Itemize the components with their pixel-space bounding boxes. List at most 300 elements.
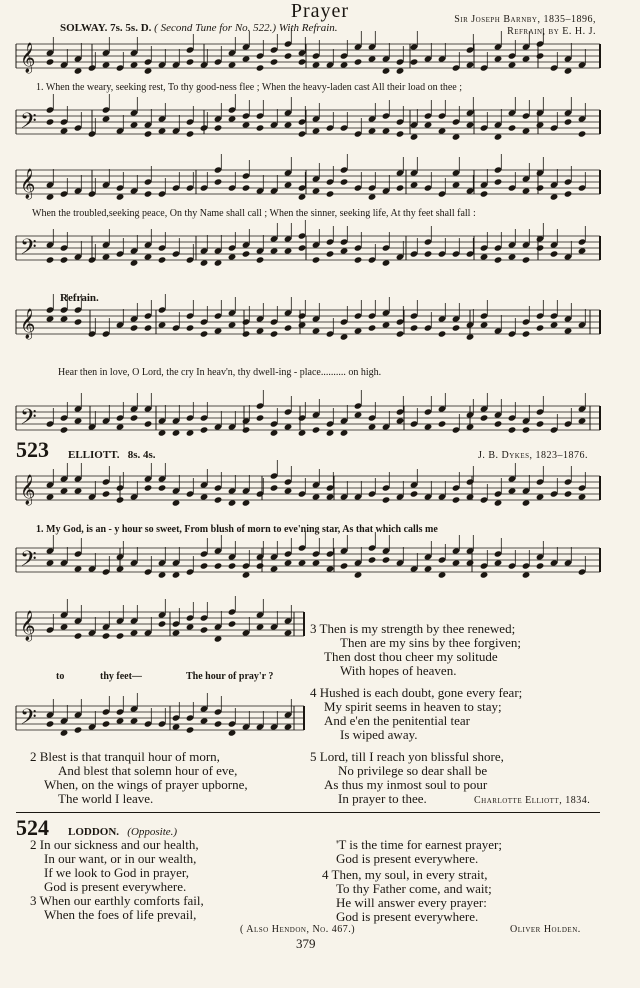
note-head bbox=[242, 330, 251, 337]
note-head bbox=[298, 321, 307, 328]
note-head bbox=[116, 193, 125, 200]
note-head bbox=[242, 184, 251, 191]
note-head bbox=[46, 559, 55, 566]
note-head bbox=[452, 133, 461, 140]
note-head bbox=[354, 411, 363, 418]
composer-credit: Oliver Holden. bbox=[510, 924, 581, 935]
note-head bbox=[60, 623, 69, 630]
note-head bbox=[326, 565, 335, 572]
divider bbox=[16, 812, 600, 813]
note-head bbox=[424, 121, 433, 128]
note-head bbox=[298, 559, 307, 566]
note-head bbox=[46, 720, 55, 727]
note-head bbox=[298, 244, 307, 251]
note-head bbox=[74, 417, 83, 424]
clef-icon: 𝄞 bbox=[20, 43, 36, 73]
refrain-label: Refrain. bbox=[60, 292, 99, 304]
note-head bbox=[382, 259, 391, 266]
note-head bbox=[550, 321, 559, 328]
verse-line: 2 In our sickness and our health, bbox=[30, 837, 199, 852]
note-head bbox=[522, 256, 531, 263]
note-head bbox=[396, 417, 405, 424]
note-head bbox=[284, 121, 293, 128]
tune-meter: 8s. 4s. bbox=[127, 449, 156, 461]
composer-credit: Sir Joseph Barnby, 1835–1896, bbox=[454, 14, 596, 25]
clef-icon: 𝄢 bbox=[20, 705, 37, 735]
also-note: ( Also Hendon, No. 467.) bbox=[240, 924, 356, 935]
note-head bbox=[410, 181, 419, 188]
note-head bbox=[382, 556, 391, 563]
note-head bbox=[144, 324, 153, 331]
verse-line: As thus my inmost soul to pour bbox=[324, 777, 488, 792]
verse-line: 4 Then, my soul, in every strait, bbox=[322, 867, 488, 882]
note-head bbox=[270, 429, 279, 436]
note-head bbox=[144, 67, 153, 74]
note-head bbox=[228, 562, 237, 569]
note-head bbox=[494, 420, 503, 427]
verse-2 bbox=[30, 750, 248, 806]
note-head bbox=[578, 130, 587, 137]
note-head bbox=[102, 115, 111, 122]
note-head bbox=[60, 426, 69, 433]
verse-line: God is present everywhere. bbox=[44, 879, 187, 894]
hymn-number-523: 523 bbox=[16, 437, 49, 462]
note-head bbox=[74, 318, 83, 325]
note-head bbox=[340, 178, 349, 185]
note-head bbox=[214, 327, 223, 334]
note-head bbox=[214, 720, 223, 727]
note-head bbox=[284, 629, 293, 636]
note-head bbox=[494, 55, 503, 62]
note-head bbox=[60, 127, 69, 134]
note-head bbox=[116, 496, 125, 503]
note-head bbox=[340, 247, 349, 254]
note-head bbox=[480, 414, 489, 421]
note-head bbox=[368, 127, 377, 134]
note-head bbox=[172, 629, 181, 636]
note-head bbox=[298, 193, 307, 200]
note-head bbox=[172, 429, 181, 436]
verse-line: In prayer to thee. bbox=[338, 791, 427, 806]
note-head bbox=[270, 247, 279, 254]
note-head bbox=[410, 324, 419, 331]
note-head bbox=[494, 559, 503, 566]
note-head bbox=[144, 484, 153, 491]
verse-line: The world I leave. bbox=[58, 791, 154, 806]
lyric-line-2: When the troubled,seeking peace, On thy Name shall call ; When the sinner, seeking life, At thy feet shall fall : bbox=[32, 208, 476, 219]
note-head bbox=[480, 253, 489, 260]
note-head bbox=[186, 623, 195, 630]
note-head bbox=[564, 118, 573, 125]
note-head bbox=[144, 420, 153, 427]
note-head bbox=[46, 58, 55, 65]
note-head bbox=[466, 121, 475, 128]
note-head bbox=[480, 321, 489, 328]
note-head bbox=[130, 61, 139, 68]
note-head bbox=[200, 562, 209, 569]
note-head bbox=[200, 626, 209, 633]
tune-name: ELLIOTT. bbox=[68, 449, 120, 461]
note-head bbox=[536, 121, 545, 128]
note-head bbox=[284, 52, 293, 59]
clef-icon: 𝄢 bbox=[20, 109, 37, 139]
note-head bbox=[410, 490, 419, 497]
note-head bbox=[256, 124, 265, 131]
note-head bbox=[46, 315, 55, 322]
note-head bbox=[46, 193, 55, 200]
verse-2 bbox=[30, 838, 199, 894]
note-head bbox=[312, 559, 321, 566]
note-head bbox=[564, 190, 573, 197]
verse-line: And e'en the penitential tear bbox=[324, 713, 471, 728]
verse-line: Then are my sins by thee forgiven; bbox=[340, 635, 521, 650]
note-head bbox=[102, 490, 111, 497]
note-head bbox=[536, 420, 545, 427]
verse-line: To thy Father come, and wait; bbox=[336, 881, 492, 896]
note-head bbox=[130, 414, 139, 421]
note-head bbox=[522, 330, 531, 337]
note-head bbox=[60, 256, 69, 263]
note-head bbox=[578, 417, 587, 424]
clef-icon: 𝄞 bbox=[20, 169, 36, 199]
note-head bbox=[466, 333, 475, 340]
page-title: Prayer bbox=[290, 0, 350, 22]
tune-meter: 7s. 5s. D. bbox=[110, 22, 152, 34]
note-head bbox=[298, 429, 307, 436]
note-head bbox=[60, 729, 69, 736]
note-head bbox=[116, 717, 125, 724]
note-head bbox=[284, 487, 293, 494]
note-head bbox=[522, 426, 531, 433]
note-head bbox=[494, 256, 503, 263]
verse-line: Then dost thou cheer my solitude bbox=[324, 649, 498, 664]
note-head bbox=[508, 426, 517, 433]
tune-heading-elliott bbox=[68, 449, 156, 461]
verse-line: No privilege so dear shall be bbox=[338, 763, 488, 778]
note-head bbox=[284, 324, 293, 331]
note-head bbox=[466, 61, 475, 68]
note-head bbox=[256, 256, 265, 263]
note-head bbox=[242, 55, 251, 62]
note-head bbox=[508, 61, 517, 68]
hymn-number-524: 524 bbox=[16, 815, 49, 840]
verse-3-continued bbox=[336, 838, 502, 866]
note-head bbox=[382, 67, 391, 74]
lyric-thy-feet: thy feet— bbox=[100, 671, 142, 682]
note-head bbox=[340, 429, 349, 436]
note-head bbox=[158, 321, 167, 328]
note-head bbox=[214, 259, 223, 266]
note-head bbox=[410, 58, 419, 65]
note-head bbox=[536, 244, 545, 251]
verse-line: 3 When our earthly comforts fail, bbox=[30, 893, 204, 908]
note-head bbox=[522, 127, 531, 134]
note-head bbox=[438, 127, 447, 134]
note-head bbox=[200, 259, 209, 266]
note-head bbox=[382, 496, 391, 503]
note-head bbox=[60, 487, 69, 494]
clef-icon: 𝄢 bbox=[20, 405, 37, 435]
note-head bbox=[242, 499, 251, 506]
note-head bbox=[158, 127, 167, 134]
note-head bbox=[214, 635, 223, 642]
note-head bbox=[270, 484, 279, 491]
note-head bbox=[256, 327, 265, 334]
tune-note: ( Second Tune for No. 522.) bbox=[154, 22, 277, 34]
verse-line: If we look to God in prayer, bbox=[44, 865, 189, 880]
note-head bbox=[564, 327, 573, 334]
verse-line: 5 Lord, till I reach yon blissful shore, bbox=[310, 749, 504, 764]
note-head bbox=[60, 315, 69, 322]
note-head bbox=[326, 190, 335, 197]
verse-line: God is present everywhere. bbox=[336, 909, 479, 924]
note-head bbox=[424, 250, 433, 257]
note-head bbox=[144, 130, 153, 137]
verse-line: In our want, or in our wealth, bbox=[44, 851, 197, 866]
note-head bbox=[424, 565, 433, 572]
clef-icon: 𝄢 bbox=[20, 547, 37, 577]
note-head bbox=[298, 58, 307, 65]
note-head bbox=[536, 562, 545, 569]
note-head bbox=[228, 253, 237, 260]
tune-name: LODDON. bbox=[68, 826, 120, 838]
note-head bbox=[326, 493, 335, 500]
note-head bbox=[494, 499, 503, 506]
verse-4 bbox=[310, 686, 522, 742]
note-head bbox=[270, 330, 279, 337]
note-head bbox=[312, 493, 321, 500]
note-head bbox=[102, 632, 111, 639]
note-head bbox=[130, 717, 139, 724]
clef-icon: 𝄞 bbox=[20, 475, 36, 505]
note-head bbox=[508, 253, 517, 260]
note-head bbox=[242, 250, 251, 257]
verse-line: 4 Hushed is each doubt, gone every fear; bbox=[310, 685, 523, 700]
note-head bbox=[438, 571, 447, 578]
note-head bbox=[466, 423, 475, 430]
note-head bbox=[158, 620, 167, 627]
page-number: 379 bbox=[296, 936, 316, 951]
verse-3 bbox=[310, 622, 521, 678]
note-head bbox=[564, 67, 573, 74]
note-head bbox=[214, 562, 223, 569]
note-head bbox=[494, 178, 503, 185]
note-head bbox=[200, 330, 209, 337]
note-head bbox=[102, 720, 111, 727]
refrain-note: With Refrain. bbox=[278, 22, 338, 34]
note-head bbox=[102, 253, 111, 260]
note-head bbox=[368, 193, 377, 200]
note-head bbox=[116, 423, 125, 430]
note-head bbox=[382, 321, 391, 328]
verse-line: He will answer every prayer: bbox=[336, 895, 487, 910]
verse-line: With hopes of heaven. bbox=[340, 663, 457, 678]
note-head bbox=[494, 133, 503, 140]
note-head bbox=[536, 52, 545, 59]
note-head bbox=[508, 487, 517, 494]
note-head bbox=[410, 133, 419, 140]
note-head bbox=[340, 333, 349, 340]
note-head bbox=[312, 256, 321, 263]
note-head bbox=[284, 423, 293, 430]
note-head bbox=[158, 571, 167, 578]
note-head bbox=[242, 571, 251, 578]
note-head bbox=[508, 124, 517, 131]
lyric-line-1: 1. When the weary, seeking rest, To thy good-ness flee ; When the heavy-laden cast All their load on thee ; bbox=[36, 82, 463, 93]
note-head bbox=[312, 426, 321, 433]
note-head bbox=[452, 559, 461, 566]
lyric-line-1: 1. My God, is an - y hour so sweet, From blush of morn to eve'ning star, As that which calls me bbox=[36, 524, 438, 535]
note-head bbox=[368, 423, 377, 430]
verse-line: 3 Then is my strength by thee renewed; bbox=[310, 621, 516, 636]
note-head bbox=[186, 429, 195, 436]
note-head bbox=[270, 565, 279, 572]
note-head bbox=[74, 632, 83, 639]
note-head bbox=[312, 327, 321, 334]
clef-icon: 𝄞 bbox=[20, 611, 36, 641]
clef-icon: 𝄞 bbox=[20, 309, 36, 339]
note-head bbox=[130, 629, 139, 636]
note-head bbox=[256, 64, 265, 71]
note-head bbox=[354, 256, 363, 263]
note-head bbox=[116, 632, 125, 639]
note-head bbox=[46, 118, 55, 125]
author-credit: Charlotte Elliott, 1834. bbox=[474, 795, 591, 806]
note-head bbox=[340, 61, 349, 68]
verse-4 bbox=[322, 868, 492, 924]
note-head bbox=[200, 717, 209, 724]
note-head bbox=[144, 190, 153, 197]
note-head bbox=[270, 58, 279, 65]
clef-icon: 𝄢 bbox=[20, 235, 37, 265]
note-head bbox=[116, 565, 125, 572]
note-head bbox=[228, 321, 237, 328]
note-head bbox=[200, 426, 209, 433]
note-head bbox=[522, 187, 531, 194]
verse-3 bbox=[30, 894, 204, 922]
note-head bbox=[284, 559, 293, 566]
verse-line: 2 Blest is that tranquil hour of morn, bbox=[30, 749, 220, 764]
note-head bbox=[284, 723, 293, 730]
note-head bbox=[74, 726, 83, 733]
note-head bbox=[578, 247, 587, 254]
note-head bbox=[438, 330, 447, 337]
note-head bbox=[396, 330, 405, 337]
note-head bbox=[242, 121, 251, 128]
note-head bbox=[284, 181, 293, 188]
lyric-hour-of-prayer: The hour of pray'r ? bbox=[186, 671, 274, 682]
note-head bbox=[396, 67, 405, 74]
note-head bbox=[74, 565, 83, 572]
note-head bbox=[522, 571, 531, 578]
note-head bbox=[354, 58, 363, 65]
note-head bbox=[74, 487, 83, 494]
note-head bbox=[354, 327, 363, 334]
note-head bbox=[536, 324, 545, 331]
tune-name: SOLWAY. bbox=[60, 22, 108, 34]
note-head bbox=[130, 324, 139, 331]
note-head bbox=[564, 490, 573, 497]
note-head bbox=[396, 184, 405, 191]
lyric-to: to bbox=[56, 671, 65, 682]
note-head bbox=[298, 130, 307, 137]
verse-line: When, on the wings of prayer upborne, bbox=[44, 777, 248, 792]
verse-line: 'T is the time for earnest prayer; bbox=[336, 837, 502, 852]
note-head bbox=[172, 571, 181, 578]
note-head bbox=[480, 190, 489, 197]
note-head bbox=[242, 426, 251, 433]
note-head bbox=[256, 562, 265, 569]
lyric-line-3: Hear then in love, O Lord, the cry In heav'n, thy dwell-ing - place.......... on high. bbox=[58, 367, 382, 378]
note-head bbox=[228, 115, 237, 122]
note-head bbox=[228, 620, 237, 627]
note-head bbox=[130, 121, 139, 128]
note-head bbox=[396, 130, 405, 137]
note-head bbox=[522, 55, 531, 62]
note-head bbox=[536, 184, 545, 191]
note-head bbox=[452, 324, 461, 331]
note-head bbox=[382, 127, 391, 134]
note-head bbox=[186, 324, 195, 331]
note-head bbox=[172, 723, 181, 730]
note-head bbox=[130, 259, 139, 266]
note-head bbox=[46, 256, 55, 263]
note-head bbox=[214, 178, 223, 185]
note-head bbox=[214, 496, 223, 503]
note-head bbox=[466, 493, 475, 500]
note-head bbox=[228, 729, 237, 736]
note-head bbox=[536, 493, 545, 500]
note-head bbox=[326, 250, 335, 257]
refrain-credit: Refrain, by E. H. J. bbox=[507, 26, 596, 37]
verse-line: My spirit seems in heaven to stay; bbox=[324, 699, 502, 714]
note-head bbox=[312, 187, 321, 194]
note-head bbox=[46, 493, 55, 500]
note-head bbox=[256, 414, 265, 421]
note-head bbox=[452, 496, 461, 503]
note-head bbox=[326, 429, 335, 436]
note-head bbox=[312, 127, 321, 134]
note-head bbox=[312, 61, 321, 68]
note-head bbox=[452, 181, 461, 188]
note-head bbox=[74, 67, 83, 74]
note-head bbox=[102, 61, 111, 68]
note-head bbox=[438, 420, 447, 427]
note-head bbox=[368, 556, 377, 563]
note-head bbox=[186, 130, 195, 137]
note-head bbox=[522, 499, 531, 506]
note-head bbox=[200, 493, 209, 500]
note-head bbox=[256, 623, 265, 630]
note-head bbox=[578, 493, 587, 500]
note-head bbox=[158, 484, 167, 491]
note-head bbox=[368, 324, 377, 331]
note-head bbox=[158, 256, 167, 263]
note-head bbox=[228, 499, 237, 506]
verse-line: God is present everywhere. bbox=[336, 851, 479, 866]
note-head bbox=[186, 726, 195, 733]
note-head bbox=[424, 423, 433, 430]
note-head bbox=[550, 250, 559, 257]
composer-credit: J. B. Dykes, 1823–1876. bbox=[477, 450, 588, 461]
note-head bbox=[214, 124, 223, 131]
note-head bbox=[550, 193, 559, 200]
tune-note: (Opposite.) bbox=[127, 826, 178, 838]
verse-line: Is wiped away. bbox=[340, 727, 418, 742]
note-head bbox=[284, 247, 293, 254]
verse-line: When the foes of life prevail, bbox=[44, 907, 197, 922]
note-head bbox=[228, 61, 237, 68]
